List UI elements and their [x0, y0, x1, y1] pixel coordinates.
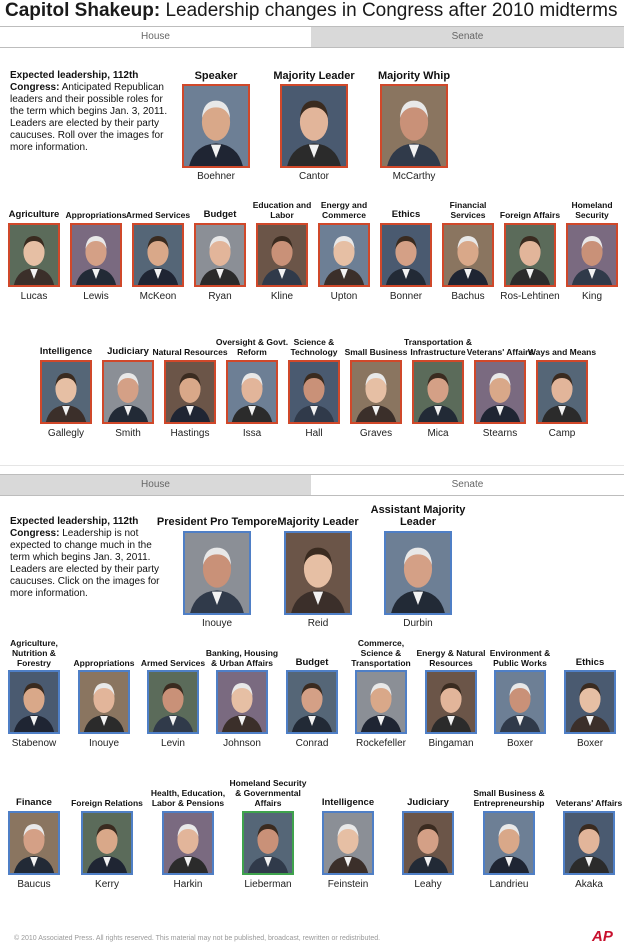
portrait-image	[288, 672, 336, 732]
role-label-energy-natural-resources: Energy & Natural Resources	[416, 648, 486, 668]
member-name-bachus: Bachus	[451, 291, 485, 302]
role-label-budget: Budget	[295, 657, 329, 668]
portrait-lucas[interactable]	[8, 223, 60, 287]
portrait-image	[42, 362, 90, 422]
role-label-education-and-labor: Education and Labor	[252, 200, 312, 220]
portrait-image	[286, 533, 350, 613]
role-label-foreign-relations: Foreign Relations	[71, 798, 143, 808]
member-name-lieberman: Lieberman	[244, 879, 292, 890]
portrait-image	[444, 225, 492, 285]
portrait-reid[interactable]	[284, 531, 352, 615]
role-label-energy-and-commerce: Energy and Commerce	[320, 200, 368, 220]
portrait-bonner[interactable]	[380, 223, 432, 287]
member-name-levin: Levin	[161, 738, 185, 749]
portrait-image	[538, 362, 586, 422]
portrait-inouye[interactable]	[183, 531, 251, 615]
portrait-image	[134, 225, 182, 285]
member-name-conrad: Conrad	[295, 738, 329, 749]
portrait-image	[506, 225, 554, 285]
role-label-homeland-security-governmental-affairs: Homeland Security & Governmental Affairs	[229, 778, 307, 808]
member-name-rockefeller: Rockefeller	[355, 738, 407, 749]
portrait-rockefeller[interactable]	[355, 670, 407, 734]
member-name-mckeon: McKeon	[139, 291, 177, 302]
portrait-image	[382, 225, 430, 285]
portrait-image	[485, 813, 533, 873]
portrait-image	[72, 225, 120, 285]
portrait-mica[interactable]	[412, 360, 464, 424]
member-name-durbin: Durbin	[403, 618, 433, 629]
member-name-camp: Camp	[548, 428, 576, 439]
portrait-image	[320, 225, 368, 285]
member-name-leahy: Leahy	[414, 879, 442, 890]
portrait-image	[164, 813, 212, 873]
portrait-image	[386, 533, 450, 613]
member-name-feinstein: Feinstein	[327, 879, 369, 890]
role-label-oversight-govt-reform: Oversight & Govt. Reform	[215, 337, 289, 357]
tab-house[interactable]: House	[0, 27, 311, 47]
role-label-agriculture-nutrition-forestry: Agriculture, Nutrition & Forestry	[10, 638, 58, 668]
member-name-ryan: Ryan	[208, 291, 232, 302]
intro-text: Anticipated Republican leaders and their possible roles for the term which begins Jan. 3, 2011. Leaders are elected by their party caucuses. Roll over the images for more information.	[10, 82, 168, 153]
portrait-image	[282, 86, 346, 166]
role-label-ethics: Ethics	[391, 209, 421, 220]
portrait-image	[218, 672, 266, 732]
member-name-akaka: Akaka	[575, 879, 603, 890]
portrait-image	[228, 362, 276, 422]
copyright-footer: © 2010 Associated Press. All rights reserved. This material may not be published, broadcast, rewritten or redistributed.	[14, 935, 381, 942]
portrait-boxer[interactable]	[564, 670, 616, 734]
member-name-mccarthy: McCarthy	[392, 171, 436, 182]
portrait-lieberman[interactable]	[242, 811, 294, 875]
tab-house[interactable]: House	[0, 475, 311, 495]
member-name-hastings: Hastings	[170, 428, 210, 439]
portrait-akaka[interactable]	[563, 811, 615, 875]
portrait-image	[149, 672, 197, 732]
role-label-armed-services: Armed Services	[140, 658, 206, 668]
member-name-reid: Reid	[307, 618, 329, 629]
portrait-bachus[interactable]	[442, 223, 494, 287]
portrait-image	[10, 225, 58, 285]
role-label-appropriations: Appropriations	[73, 658, 135, 668]
portrait-landrieu[interactable]	[483, 811, 535, 875]
role-label-transportation-infrastructure: Transportation & Infrastructure	[403, 337, 472, 357]
portrait-image	[10, 813, 58, 873]
portrait-image	[427, 672, 475, 732]
role-label-homeland-security: Homeland Security	[571, 200, 613, 220]
role-label-science-technology: Science & Technology	[290, 337, 338, 357]
portrait-mckeon[interactable]	[132, 223, 184, 287]
portrait-king[interactable]	[566, 223, 618, 287]
panel-divider	[0, 465, 624, 466]
member-name-ros-lehtinen: Ros-Lehtinen	[500, 291, 560, 302]
portrait-image	[104, 362, 152, 422]
role-label-banking-housing-urban-affairs: Banking, Housing & Urban Affairs	[205, 648, 279, 668]
portrait-boehner[interactable]	[182, 84, 250, 168]
member-name-baucus: Baucus	[17, 879, 51, 890]
member-name-cantor: Cantor	[298, 171, 329, 182]
portrait-image	[496, 672, 544, 732]
portrait-issa[interactable]	[226, 360, 278, 424]
role-label-natural-resources: Natural Resources	[152, 347, 228, 357]
portrait-ros-lehtinen[interactable]	[504, 223, 556, 287]
role-label-speaker: Speaker	[194, 70, 238, 82]
member-name-inouye: Inouye	[201, 618, 233, 629]
role-label-health-education-labor-pensions: Health, Education, Labor & Pensions	[150, 788, 226, 808]
member-name-kline: Kline	[270, 291, 294, 302]
portrait-image	[414, 362, 462, 422]
role-label-intelligence: Intelligence	[321, 797, 375, 808]
portrait-leahy[interactable]	[402, 811, 454, 875]
portrait-image	[184, 86, 248, 166]
portrait-bingaman[interactable]	[425, 670, 477, 734]
intro-heading: Expected leadership, 112th Congress:	[10, 70, 139, 93]
member-name-landrieu: Landrieu	[489, 879, 529, 890]
portrait-image	[185, 533, 249, 613]
role-label-majority-leader: Majority Leader	[277, 516, 359, 528]
member-name-boehner: Boehner	[197, 171, 235, 182]
portrait-image	[258, 225, 306, 285]
portrait-levin[interactable]	[147, 670, 199, 734]
member-name-mica: Mica	[427, 428, 449, 439]
role-label-veterans-affairs: Veterans' Affairs	[466, 347, 534, 357]
member-name-kerry: Kerry	[95, 879, 119, 890]
member-name-lucas: Lucas	[20, 291, 48, 302]
role-label-finance: Finance	[16, 797, 52, 808]
portrait-image	[404, 813, 452, 873]
portrait-image	[166, 362, 214, 422]
portrait-baucus[interactable]	[8, 811, 60, 875]
member-name-johnson: Johnson	[223, 738, 261, 749]
role-label-agriculture: Agriculture	[8, 209, 60, 220]
portrait-hastings[interactable]	[164, 360, 216, 424]
portrait-stabenow[interactable]	[8, 670, 60, 734]
portrait-image	[568, 225, 616, 285]
role-label-judiciary: Judiciary	[407, 797, 449, 808]
member-name-bonner: Bonner	[389, 291, 423, 302]
role-label-armed-services: Armed Services	[125, 210, 191, 220]
portrait-camp[interactable]	[536, 360, 588, 424]
senate-panel-tabs	[0, 474, 624, 496]
portrait-image	[476, 362, 524, 422]
portrait-kerry[interactable]	[81, 811, 133, 875]
portrait-feinstein[interactable]	[322, 811, 374, 875]
member-name-harkin: Harkin	[173, 879, 203, 890]
portrait-upton[interactable]	[318, 223, 370, 287]
portrait-stearns[interactable]	[474, 360, 526, 424]
portrait-lewis[interactable]	[70, 223, 122, 287]
portrait-image	[565, 813, 613, 873]
member-name-stabenow: Stabenow	[11, 738, 57, 749]
member-name-boxer: Boxer	[506, 738, 534, 749]
title-subtitle: Leadership changes in Congress after 2010 midterms	[165, 0, 618, 21]
title-bold: Capitol Shakeup:	[5, 0, 161, 21]
portrait-mccarthy[interactable]	[380, 84, 448, 168]
role-label-financial-services: Financial Services	[449, 200, 487, 220]
member-name-king: King	[581, 291, 602, 302]
portrait-smith[interactable]	[102, 360, 154, 424]
portrait-image	[382, 86, 446, 166]
role-label-ethics: Ethics	[575, 657, 605, 668]
member-name-hall: Hall	[305, 428, 323, 439]
portrait-image	[80, 672, 128, 732]
role-label-small-business: Small Business	[344, 347, 408, 357]
portrait-image	[196, 225, 244, 285]
role-label-commerce-science-transportation: Commerce, Science & Transportation	[351, 638, 411, 668]
senate-intro	[10, 516, 170, 600]
portrait-boxer[interactable]	[494, 670, 546, 734]
intro-text: Leadership is not expected to change much in the term which begins Jan. 3, 2011. Leaders are elected by their party caucuses. Click on the images for more information.	[10, 528, 160, 599]
role-label-president-pro-tempore: President Pro Tempore	[156, 516, 278, 528]
portrait-image	[357, 672, 405, 732]
role-label-majority-leader: Majority Leader	[273, 70, 355, 82]
portrait-image	[244, 813, 292, 873]
member-name-issa: Issa	[242, 428, 262, 439]
role-label-ways-and-means: Ways and Means	[527, 347, 597, 357]
portrait-kline[interactable]	[256, 223, 308, 287]
member-name-inouye: Inouye	[88, 738, 120, 749]
portrait-image	[83, 813, 131, 873]
role-label-assistant-majority-leader: Assistant Majority Leader	[370, 504, 466, 528]
role-label-veterans-affairs: Veterans' Affairs	[555, 798, 623, 808]
role-label-intelligence: Intelligence	[39, 346, 93, 357]
portrait-image	[290, 362, 338, 422]
portrait-graves[interactable]	[350, 360, 402, 424]
portrait-hall[interactable]	[288, 360, 340, 424]
portrait-image	[324, 813, 372, 873]
portrait-johnson[interactable]	[216, 670, 268, 734]
house-intro	[10, 70, 170, 154]
role-label-judiciary: Judiciary	[107, 346, 149, 357]
portrait-image	[566, 672, 614, 732]
portrait-image	[10, 672, 58, 732]
member-name-lewis: Lewis	[83, 291, 109, 302]
portrait-gallegly[interactable]	[40, 360, 92, 424]
page-title	[5, 0, 618, 23]
portrait-cantor[interactable]	[280, 84, 348, 168]
role-label-foreign-affairs: Foreign Affairs	[499, 210, 561, 220]
member-name-gallegly: Gallegly	[47, 428, 85, 439]
role-label-appropriations: Appropriations	[65, 210, 127, 220]
ap-logo: AP	[592, 928, 613, 945]
tab-senate[interactable]: Senate	[311, 27, 624, 47]
portrait-durbin[interactable]	[384, 531, 452, 615]
house-panel-tabs	[0, 26, 624, 48]
member-name-upton: Upton	[330, 291, 358, 302]
portrait-ryan[interactable]	[194, 223, 246, 287]
member-name-graves: Graves	[359, 428, 393, 439]
portrait-inouye[interactable]	[78, 670, 130, 734]
member-name-stearns: Stearns	[482, 428, 518, 439]
role-label-environment-public-works: Environment & Public Works	[489, 648, 551, 668]
role-label-small-business-entrepreneurship: Small Business & Entrepreneurship	[473, 788, 545, 808]
role-label-majority-whip: Majority Whip	[377, 70, 451, 82]
portrait-image	[352, 362, 400, 422]
member-name-boxer: Boxer	[576, 738, 604, 749]
portrait-harkin[interactable]	[162, 811, 214, 875]
member-name-bingaman: Bingaman	[428, 738, 474, 749]
tab-senate[interactable]: Senate	[311, 475, 624, 495]
member-name-smith: Smith	[115, 428, 141, 439]
intro-heading: Expected leadership, 112th Congress:	[10, 516, 139, 539]
role-label-budget: Budget	[203, 209, 237, 220]
portrait-conrad[interactable]	[286, 670, 338, 734]
